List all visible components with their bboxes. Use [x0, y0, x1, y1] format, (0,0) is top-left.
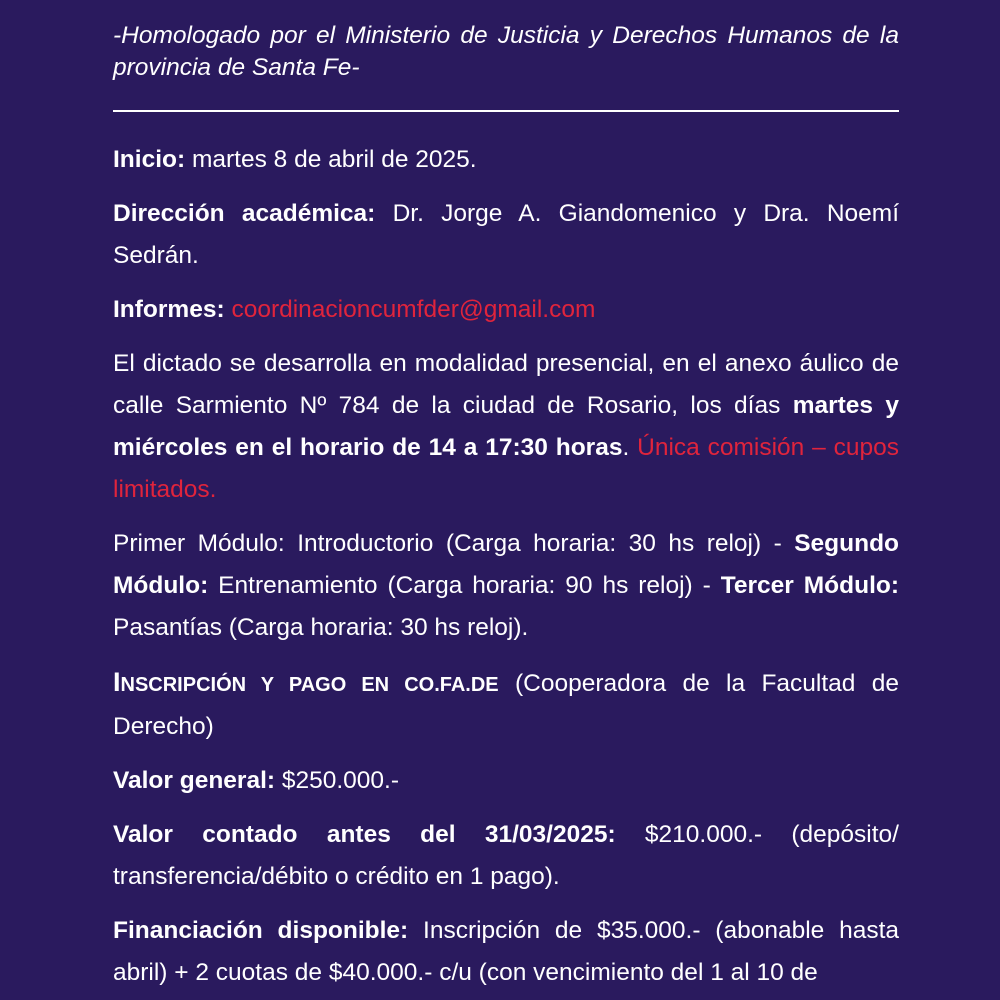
enrollment-heading-initial: I — [113, 667, 121, 697]
modules-paragraph — [113, 523, 899, 649]
limited-seats-note: Única comisión – cupos limitados. — [113, 434, 899, 503]
schedule-days-hours: martes y miércoles en el horario de 14 a 17:30 horas — [113, 392, 899, 461]
general-price-paragraph — [113, 760, 899, 802]
document-body — [113, 20, 899, 994]
general-price-label: Valor general: — [113, 767, 276, 794]
schedule-text: El dictado se desarrolla en modalidad presencial, en el anexo áulico de calle Sarmiento Nº 784 de la ciudad de Rosario, los días — [113, 350, 899, 419]
start-date-label: Inicio: — [113, 146, 186, 173]
enrollment-paragraph — [113, 661, 899, 748]
financing-label: Financiación disponible: — [113, 917, 409, 944]
info-paragraph — [113, 289, 899, 331]
academic-direction-paragraph — [113, 193, 899, 277]
financing-paragraph — [113, 910, 899, 994]
financing-value: Inscripción de $35.000.- (abonable hasta abril) + 2 cuotas de $40.000.- c/u (con vencimiento del 1 al 10 de — [113, 917, 900, 986]
module-3-label: Tercer Módulo: — [720, 572, 900, 599]
info-label: Informes: — [113, 296, 225, 323]
schedule-paragraph — [113, 343, 899, 511]
cash-price-label: Valor contado antes del 31/03/2025: — [113, 821, 616, 848]
module-1-text: Primer Módulo: Introductorio (Carga horaria: 30 hs reloj) - — [113, 530, 795, 557]
enrollment-heading-rest: NSCRIPCIÓN Y PAGO EN CO.FA.DE — [120, 674, 499, 696]
start-date-paragraph — [113, 139, 899, 181]
module-2-label: Segundo Módulo: — [113, 530, 899, 599]
module-3-text: Pasantías (Carga horaria: 30 hs reloj). — [113, 614, 529, 641]
homologation-note: -Homologado por el Ministerio de Justicia y Derechos Humanos de la provincia de Santa Fe- — [113, 20, 899, 112]
general-price-value: $250.000.- — [275, 767, 400, 794]
academic-direction-label: Dirección académica: — [113, 200, 376, 227]
schedule-text-sep: . — [622, 434, 638, 461]
info-email-link[interactable]: coordinacioncumfder@gmail.com — [231, 296, 596, 323]
academic-direction-value: Dr. Jorge A. Giandomenico y Dra. Noemí Sedrán. — [113, 200, 899, 269]
module-2-text: Entrenamiento (Carga horaria: 90 hs reloj) - — [208, 572, 721, 599]
cash-price-paragraph — [113, 814, 899, 898]
start-date-value: martes 8 de abril de 2025. — [185, 146, 477, 173]
cash-price-value: $210.000.- (depósito/ transferencia/débito o crédito en 1 pago). — [113, 821, 899, 890]
enrollment-heading-tail: (Cooperadora de la Facultad de Derecho) — [113, 670, 900, 740]
